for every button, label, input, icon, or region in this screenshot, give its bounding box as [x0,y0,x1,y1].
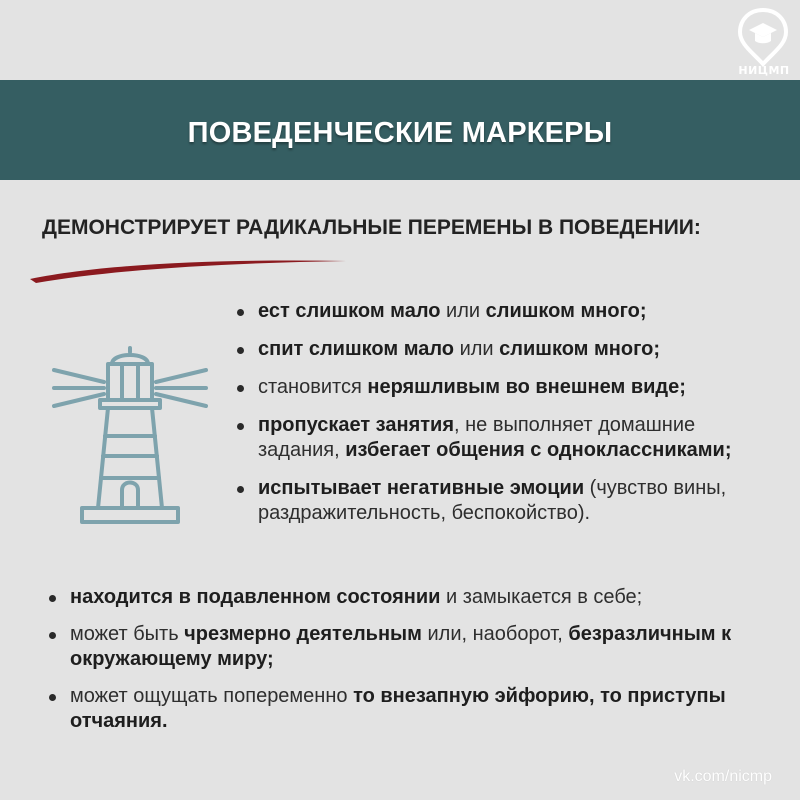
list-item: пропускает занятия, не выполняет домашние задания, избегает общения с одноклассниками; [234,413,779,463]
list-item: может быть чрезмерно деятельным или, наоборот, безразличным к окружающему миру; [46,622,776,672]
behavior-list-top [234,299,779,539]
logo-text: НИЦМП [738,64,790,77]
footer-link[interactable]: vk.com/nicmp [674,768,772,785]
section-subtitle: ДЕМОНСТРИРУЕТ РАДИКАЛЬНЫЕ ПЕРЕМЕНЫ В ПОВЕДЕНИИ: [42,216,701,239]
list-item: спит слишком мало или слишком много; [234,337,779,362]
list-item: может ощущать попеременно то внезапную эйфорию, то приступы отчаяния. [46,684,776,734]
list-item: находится в подавленном состоянии и замыкается в себе; [46,585,776,610]
accent-swoosh [28,255,348,285]
list-item: испытывает негативные эмоции (чувство вины, раздражительность, беспокойство). [234,476,779,526]
behavior-list-bottom [46,585,776,746]
lighthouse-icon [46,344,214,530]
page-title: ПОВЕДЕНЧЕСКИЕ МАРКЕРЫ [187,117,613,149]
list-item: ест слишком мало или слишком много; [234,299,779,324]
list-item: становится неряшливым во внешнем виде; [234,375,779,400]
